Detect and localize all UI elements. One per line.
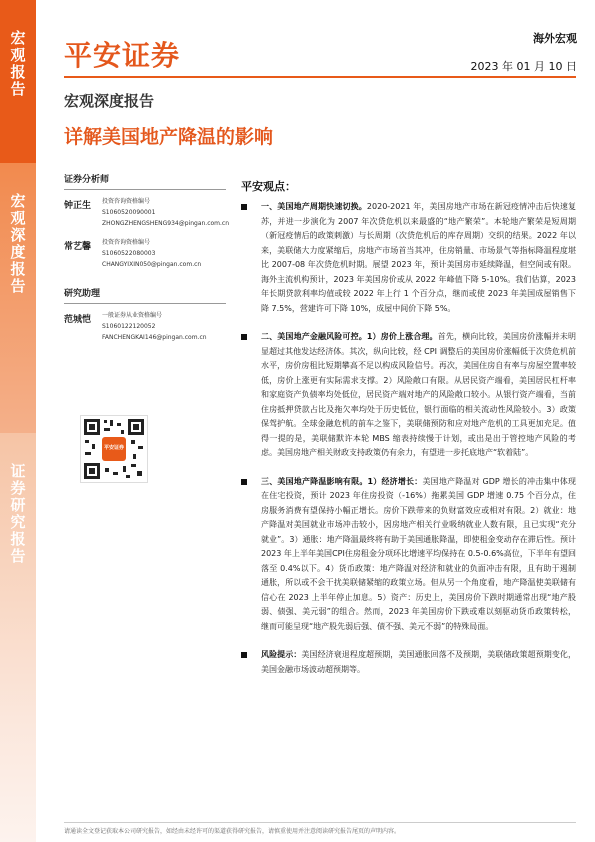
company-logo: 平安证券 <box>64 39 181 72</box>
report-title: 详解美国地产降温的影响 <box>64 126 274 148</box>
analyst-email[interactable]: CHANGYIXIN050@pingan.com.cn <box>102 261 202 268</box>
view-heading: 三、美国地产降温影响有限。1）经济增长： <box>261 476 423 486</box>
analyst-details <box>102 196 229 229</box>
analyst-qualification: 投资咨询资格编号 <box>102 198 151 205</box>
bullet-icon <box>241 479 247 485</box>
view-heading: 二、美国地产金融风险可控。1）房价上涨合理。 <box>261 332 438 341</box>
views-title: 平安观点： <box>241 180 296 193</box>
bullet-icon <box>241 652 247 658</box>
assistant-name: 范城恺 <box>64 315 92 325</box>
sidebar-label-deep-report: 宏观深度报告 <box>8 193 27 295</box>
assistant-license-number: S1060122120052 <box>102 323 156 330</box>
view-heading: 一、美国地产周期快速切换。 <box>261 202 367 211</box>
report-date: 2023 年 01 月 10 日 <box>470 60 577 73</box>
analyst-license-number: S1060522080003 <box>102 250 156 257</box>
view-paragraph <box>241 475 576 635</box>
qr-code[interactable] <box>80 415 148 483</box>
analyst-email[interactable]: ZHONGZHENGSHENG934@pingan.com.cn <box>102 220 230 227</box>
key-views <box>241 178 576 691</box>
risk-text: 美国经济衰退程度超预期，美国通胀回落不及预期，美联储政策超预期变化，美国金融市场波动超预期等。 <box>261 650 577 674</box>
report-type: 宏观深度报告 <box>64 92 155 110</box>
analyst-name: 钟正生 <box>64 201 92 211</box>
sidebar-block-report <box>0 0 36 163</box>
assistant-email[interactable]: FANCHENGKAI146@pingan.com.cn <box>102 334 207 341</box>
sidebar-label-securities-research: 证券研究报告 <box>8 463 27 565</box>
view-text: 2020-2021 年，美国房地产市场在新冠疫情冲击后快速复苏，并进一步演化为 2007 年次贷危机以来最盛的“地产繁荣”。本轮地产繁荣是短周期（新冠疫情后的政策刺激）与长周期（次贷危机后的库存周期）交织的结果。2022 年以来，美联储大力度紧缩后，房地产市场首当其冲，住房销量、市场景气等指标降温程度堪比 2007-08 年次贷危机时期。展望 2023 年，预计美国房市延续降温，但空间或有限。海外主流机构预计，2023 年美国房价或从 2022 年峰值下降 5-10%。我们估算，2023 年长期贷款利率均值或较 2022 年上行 1 个百分点，继而或使 2023 年美国成屋销售下降 7.5%，营建许可下降 10%，成屋中间价下降 5%。 <box>261 202 577 313</box>
analysts-label: 证券分析师 <box>64 175 110 185</box>
footer-divider <box>64 822 576 823</box>
sidebar-block-securities-research <box>0 433 36 842</box>
divider <box>64 189 226 190</box>
sidebar <box>0 0 36 842</box>
analyst-qualification: 投资咨询资格编号 <box>102 239 151 246</box>
view-text: 首先，横向比较，美国房价涨幅并未明显超过其他发达经济体。其次，纵向比较，经 CPI 调整后的美国房价涨幅低于次贷危机前水平，房价房租比短期攀高不足以构成风险信号。再次，美国住房自有率与房屋空置率较低，房价上涨更有实际需求支撑。2）风险敞口有限。从居民资产端看，美国居民杠杆率和家庭资产负债率均处低位，居民资产端对地产的风险敞口较小。从银行资产端看，当前住房抵押贷款占比及拖欠率均处于历史低位，银行面临的相关流动性风险较小。3）政策保驾护航。全球金融危机的前车之鉴下，美联储预防和应对地产危机的工具更加充足。值得一提的是，美联储默许本轮 MBS 缩表持续慢于计划，或出是出于管控地产风险的考虑。美国房地产相关财政支持政策仍有余力，有望进一步托底地产“软着陆”。 <box>261 332 576 457</box>
analyst-column <box>64 172 230 483</box>
sidebar-block-deep-report <box>0 163 36 433</box>
bullet-icon <box>241 334 247 340</box>
divider <box>64 303 226 304</box>
analyst-name: 常艺馨 <box>64 242 92 252</box>
view-paragraph <box>241 200 576 316</box>
view-paragraph <box>241 330 576 461</box>
footer-disclaimer: 请通读全文登记获取本公司研究报告，如经由未经许可的渠道获得研究报告，请慎重使用并注意阅读研究报告尾页的声明内容。 <box>64 828 401 835</box>
analyst-details <box>102 237 201 270</box>
assistant-details <box>102 310 207 343</box>
bullet-icon <box>241 204 247 210</box>
assistant-entry <box>64 310 226 343</box>
analyst-license-number: S1060520090001 <box>102 209 156 216</box>
header-meta <box>471 30 577 74</box>
risk-paragraph <box>241 648 576 677</box>
analyst-entry <box>64 237 226 270</box>
view-text: 美国地产降温对 GDP 增长的冲击集中体现在住宅投资，预计 2023 年住房投资（-16%）拖累美国 GDP 增速 0.75 个百分点，住房服务消费有望保持小幅正增长。房价下跌带来的负财富效应或相对有限。2）就业：地产降温对美国就业市场冲击较小，因房地产相关行业吸纳就业人数有限，且已实现“充分就业”。3）通胀：地产降温最终将有助于美国通胀降温，即使租金变动存在滞后性。预计 2023 年上半年美国CPI住房租金分项环比增速平均保持在 0.5-0.6%高位，下半年有望回落至 0.4%以下。4）货币政策：地产降温对经济和就业的负面冲击有限，且有助于遏制通胀，所以或不会干扰美联储紧缩的政策立场。但从另一个角度看，地产降温使美联储有信心在 2023 上半年停止加息。5）资产：历史上，美国房价下跌时期通常出现“地产股弱、债强、美元弱”的组合。然而，2023 年美国房价下跌或难以刻驱动货币政策转松，继而可能呈现“地产股先弱后强、债不强、美元不弱”的特殊局面。 <box>261 476 576 631</box>
sidebar-label-report: 宏观报告 <box>8 30 27 98</box>
assistant-qualification: 一般证券从业资格编号 <box>102 312 163 319</box>
risk-heading: 风险提示： <box>261 650 302 659</box>
analyst-entry <box>64 196 230 229</box>
header-divider <box>64 76 576 78</box>
qr-center-label: 平安证券 <box>103 445 124 451</box>
report-series: 海外宏观 <box>533 32 577 45</box>
assistants-label: 研究助理 <box>64 289 101 299</box>
